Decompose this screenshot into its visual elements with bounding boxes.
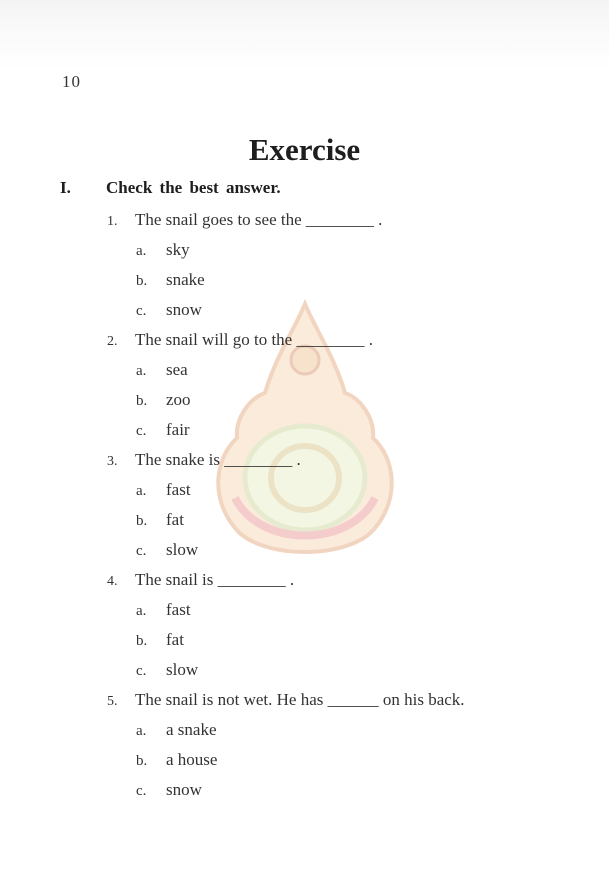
option-letter: c. [136,423,147,439]
option-4b[interactable] [136,630,184,650]
question-number: 5. [107,694,118,709]
question-2 [107,330,373,350]
page-number: 10 [62,72,81,91]
option-letter: c. [136,543,147,559]
option-text: a snake [166,720,217,739]
option-text: a house [166,750,218,769]
option-letter: b. [136,513,148,529]
option-letter: c. [136,663,147,679]
option-text: fat [166,630,184,649]
option-letter: b. [136,633,148,649]
page-title: Exercise [248,132,361,167]
option-4a[interactable] [136,600,191,620]
option-1c[interactable] [136,300,202,320]
option-text: fast [166,600,191,619]
option-letter: a. [136,483,147,499]
option-text: snow [166,300,202,319]
question-3 [107,450,301,470]
question-4 [107,570,294,590]
option-text: snake [166,270,205,289]
question-text: The snail goes to see the ________ . [135,210,383,229]
question-number: 1. [107,214,118,229]
question-text: The snail will go to the ________ . [135,330,373,349]
question-5 [107,690,465,710]
option-letter: b. [136,753,148,769]
option-letter: b. [136,393,148,409]
question-number: 3. [107,454,118,469]
option-1b[interactable] [136,270,205,290]
option-5a[interactable] [136,720,217,740]
option-text: zoo [166,390,191,409]
option-1a[interactable] [136,240,190,260]
question-number: 2. [107,334,118,349]
section-instruction: Check the best answer. [106,178,281,197]
option-5c[interactable] [136,780,202,800]
option-3a[interactable] [136,480,191,500]
option-letter: c. [136,303,147,319]
option-letter: c. [136,783,147,799]
option-text: fair [166,420,190,439]
option-5b[interactable] [136,750,217,770]
option-3b[interactable] [136,510,184,530]
option-2b[interactable] [136,390,191,410]
option-text: slow [166,540,199,559]
question-text: The snail is ________ . [135,570,295,589]
question-text: The snail is not wet. He has ______ on his back. [135,690,465,709]
question-1 [107,210,382,230]
option-4c[interactable] [136,660,198,680]
option-3c[interactable] [136,540,198,560]
section-number: I. [60,178,71,197]
option-letter: a. [136,723,147,739]
option-letter: a. [136,243,147,259]
option-text: fast [166,480,191,499]
option-text: slow [166,660,199,679]
section-heading [60,178,281,198]
option-text: sky [166,240,190,259]
option-text: snow [166,780,202,799]
option-2a[interactable] [136,360,188,380]
option-letter: a. [136,363,147,379]
option-letter: a. [136,603,147,619]
option-2c[interactable] [136,420,190,440]
option-text: sea [166,360,188,379]
question-number: 4. [107,574,118,589]
question-text: The snake is ________ . [135,450,301,469]
option-letter: b. [136,273,148,289]
option-text: fat [166,510,184,529]
